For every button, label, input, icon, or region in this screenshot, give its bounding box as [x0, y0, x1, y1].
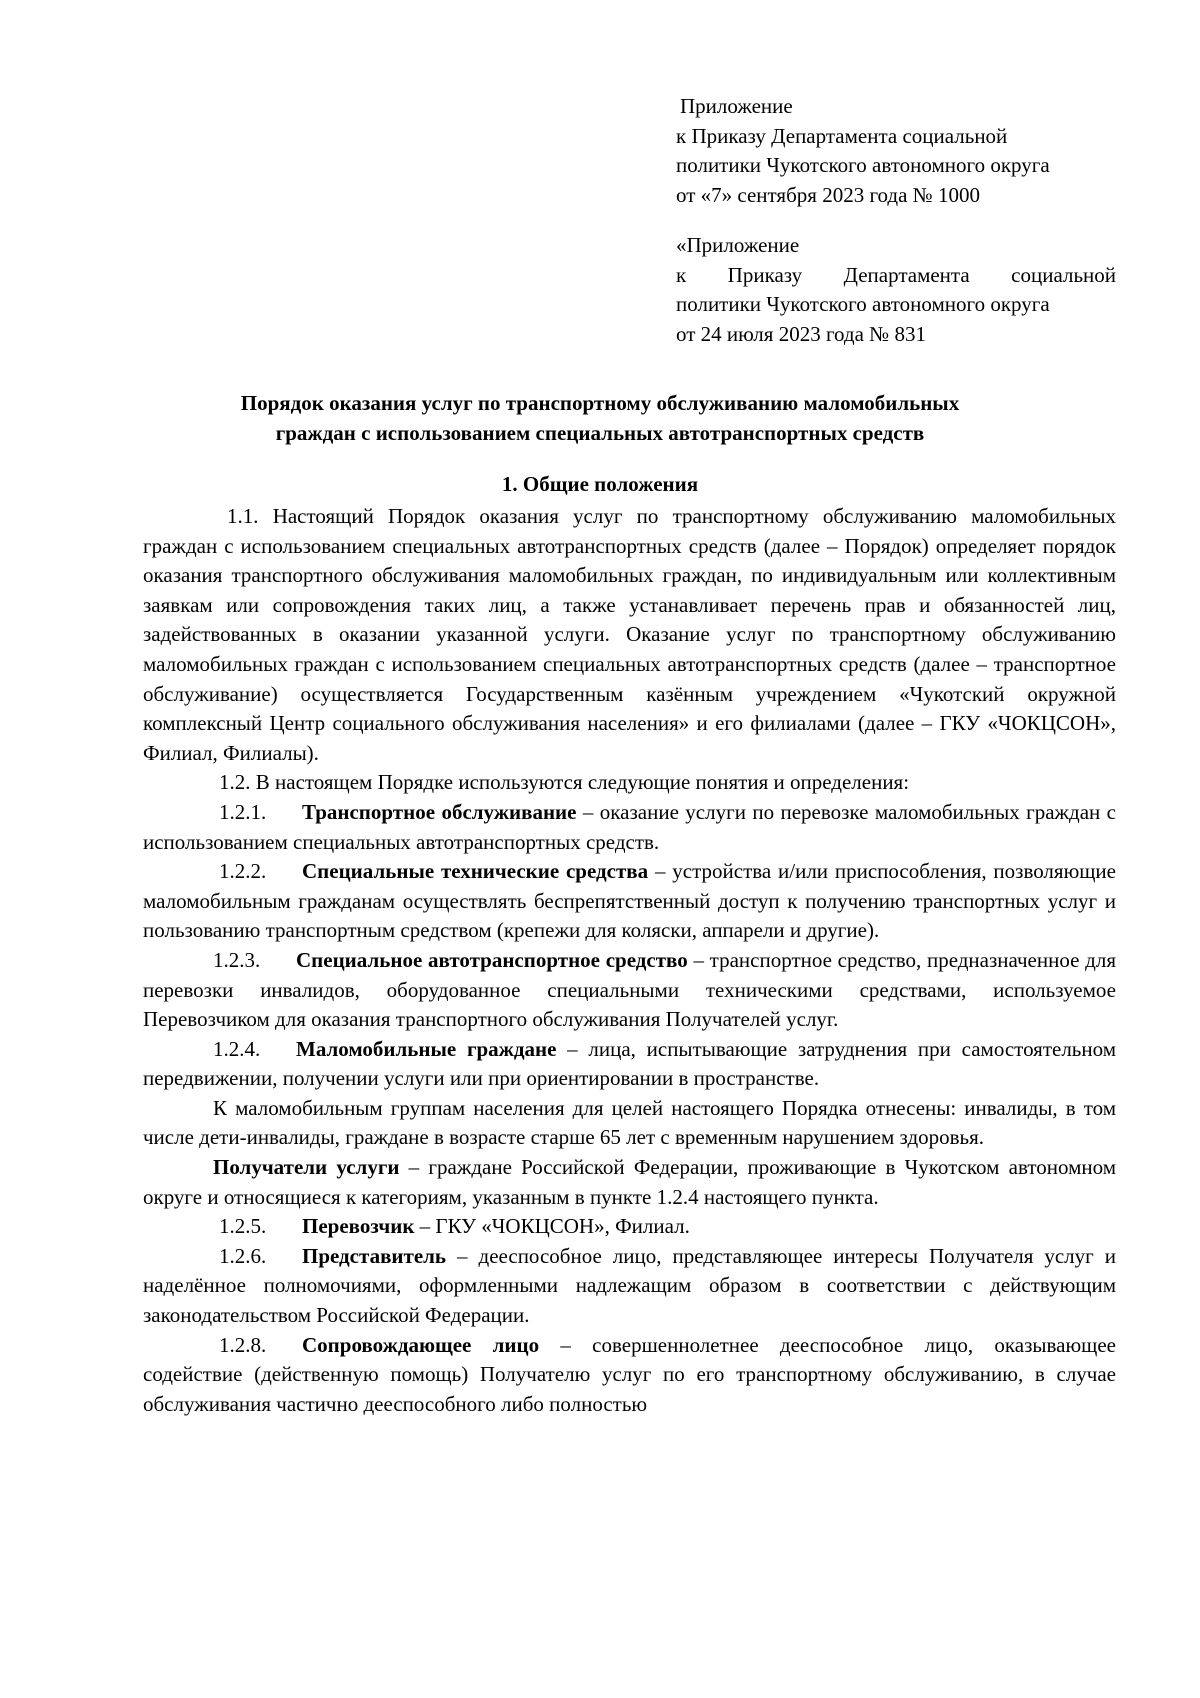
- defined-term: Специальные технические средства: [302, 859, 649, 884]
- defined-term: Представитель: [302, 1243, 447, 1268]
- definition-text: – устройства и/или приспособления, позволяющие маломобильным гражданам осуществлять беспрепятственный доступ к получению транспортных услуг и пользованию транспортным средством (крепежи для коляски, аппарели и другие).: [143, 859, 1116, 943]
- definition-text: – совершеннолетнее дееспособное лицо, оказывающее содействие (действенную помощь) Получателю услуг по его транспортному обслуживанию, в случае обслуживания частично дееспособного либо полностью: [143, 1332, 1116, 1416]
- paragraph-groups: К маломобильным группам населения для целей настоящего Порядка отнесены: инвалиды, в том числе дети-инвалиды, граждане в возрасте старше 65 лет с временным нарушением здоровья.: [143, 1095, 1116, 1150]
- clause-number: 1.2.1.: [219, 799, 267, 824]
- document-title: [100, 389, 1100, 448]
- defined-term: Получатели услуги: [213, 1155, 400, 1180]
- paragraph-1-1: 1.1. Настоящий Порядок оказания услуг по транспортному обслуживанию маломобильных граждан с использованием специальных автотранспортных средств (далее – Порядок) определяет порядок оказания транспортного обслуживания маломобильных граждан, по индивидуальным или коллективным заявкам или сопровождения таких лиц, а также устанавливает перечень прав и обязанностей лиц, задействованных в оказании указанной услуги. Оказание услуг по транспортному обслуживанию маломобильных граждан с использованием специальных автотранспортных средств (далее – транспортное обслуживание) осуществляется Государственным казённым учреждением «Чукотский окружной комплексный Центр социального обслуживания населения» и его филиалами (далее – ГКУ «ЧОКЦСОН», Филиал, Филиалы).: [143, 504, 1116, 765]
- attachment-line: Приложение: [680, 94, 793, 118]
- definition-text: – граждане Российской Федерации, проживающие в Чукотском автономном округе и относящиеся к категориям, указанным в пункте 1.2.4 настоящего пункта.: [143, 1155, 1117, 1209]
- paragraph-1-2-8: [143, 1331, 1116, 1420]
- attachment-line: от «7» сентября 2023 года № 1000: [676, 182, 980, 207]
- defined-term: Транспортное обслуживание: [302, 799, 577, 824]
- attachment-line: политики Чукотского автономного округа: [676, 292, 1050, 317]
- clause-number: 1.2.8.: [219, 1332, 267, 1357]
- clause-number: 1.2.5.: [219, 1214, 267, 1239]
- paragraph-1-2-5: [143, 1212, 1116, 1242]
- definition-text: – оказание услуги по перевозке маломобильных граждан с использованием специальных автотранспортных средств.: [143, 799, 1117, 854]
- attachment-line: от 24 июля 2023 года № 831: [676, 321, 926, 346]
- document-title-line: граждан с использованием специальных автотранспортных средств: [275, 420, 925, 445]
- attachment-line: политики Чукотского автономного округа: [676, 153, 1050, 178]
- section-heading: 1. Общие положения: [501, 472, 699, 496]
- paragraph-1-2-1: [143, 798, 1116, 857]
- paragraph-1-2-6: [143, 1242, 1116, 1331]
- definition-text: – ГКУ «ЧОКЦСОН», Филиал.: [414, 1214, 690, 1239]
- definition-text: – дееспособное лицо, представляющее интересы Получателя услуг и наделённое полномочиями, оформленными надлежащим образом в соответствии с действующим законодательством Российской Федерации.: [143, 1243, 1116, 1328]
- paragraph-1-2-2: [143, 857, 1116, 946]
- clause-number: 1.2.6.: [219, 1243, 267, 1268]
- defined-term: Перевозчик: [302, 1214, 415, 1239]
- paragraph-1-2: 1.2. В настоящем Порядке используются следующие понятия и определения:: [219, 770, 910, 795]
- attachment-line: к Приказу Департамента социальной: [676, 262, 1116, 287]
- defined-term: Маломобильные граждане: [296, 1036, 557, 1061]
- defined-term: Сопровождающее лицо: [302, 1332, 540, 1357]
- defined-term: Специальное автотранспортное средство: [296, 947, 688, 972]
- attachment-line: к Приказу Департамента социальной: [676, 123, 1008, 148]
- clause-number: 1.2.3.: [213, 947, 261, 972]
- definition-text: – лица, испытывающие затруднения при самостоятельном передвижении, получении услуги или при ориентировании в пространстве.: [143, 1036, 1117, 1091]
- attachment-header-current: [676, 92, 1116, 210]
- paragraph-1-2-4: [143, 1035, 1116, 1094]
- document-title-line: Порядок оказания услуг по транспортному обслуживанию маломобильных: [240, 391, 960, 415]
- paragraph-recipients: [143, 1153, 1116, 1212]
- definition-text: – транспортное средство, предназначенное для перевозки инвалидов, оборудованное специальными техническими средствами, используемое Перевозчиком для оказания транспортного обслуживания Получателей услуг.: [143, 947, 1116, 1032]
- paragraph-1-2-3: [143, 946, 1116, 1035]
- attachment-line: «Приложение: [676, 233, 800, 257]
- document-body: [143, 502, 1116, 1419]
- attachment-header-previous: [676, 231, 1116, 349]
- clause-number: 1.2.2.: [219, 859, 267, 884]
- clause-number: 1.2.4.: [213, 1036, 261, 1061]
